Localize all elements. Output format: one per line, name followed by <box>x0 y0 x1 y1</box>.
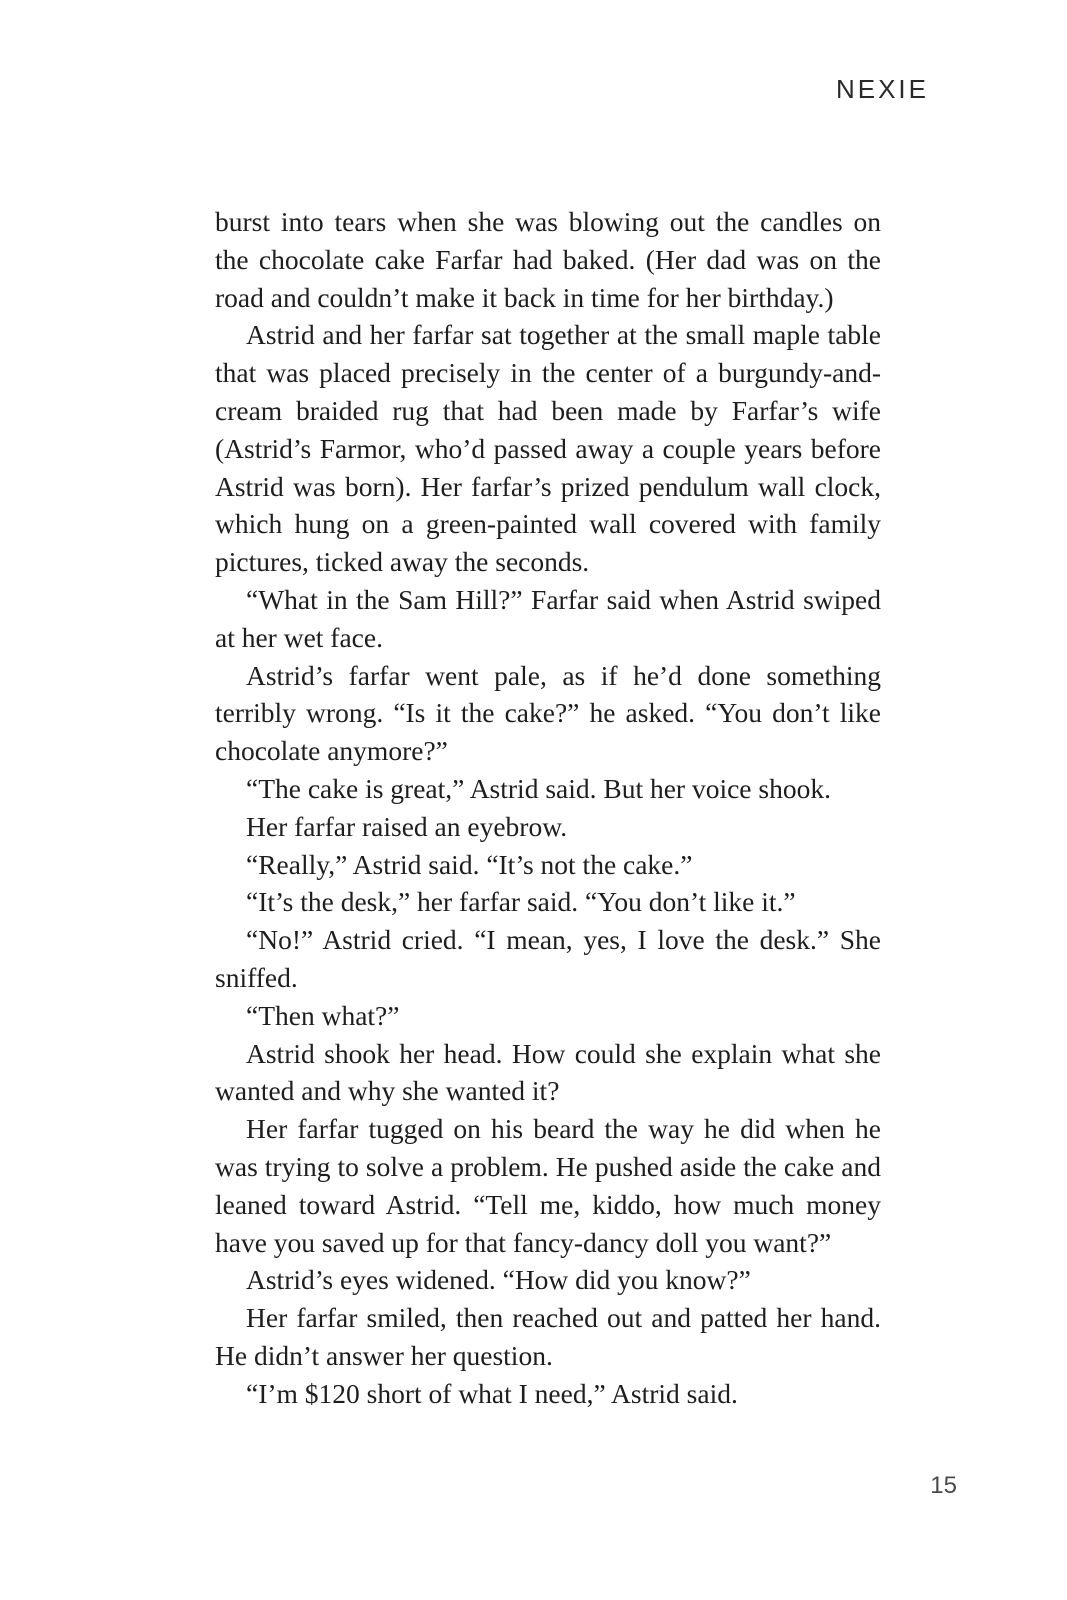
paragraph: “The cake is great,” Astrid said. But her voice shook. <box>246 772 831 804</box>
paragraph: “I’m $120 short of what I need,” Astrid said. <box>246 1377 738 1409</box>
paragraph-continued: burst into tears when she was blowing out the candles on the chocolate cake Farfar had baked. (Her dad was on the road and couldn’t make it back in time for her birthday.) <box>215 206 881 313</box>
paragraph: “What in the Sam Hill?” Farfar said when Astrid swiped at her wet face. <box>215 583 881 653</box>
paragraph: “No!” Astrid cried. “I mean, yes, I love the desk.” She sniffed. <box>215 924 881 993</box>
page-number: 15 <box>930 1472 957 1499</box>
paragraph: Astrid’s farfar went pale, as if he’d done something terribly wrong. “Is it the cake?” he asked. “You don’t like chocolate anymore?” <box>215 659 881 767</box>
paragraph: “Really,” Astrid said. “It’s not the cake.” <box>246 848 693 880</box>
paragraph: Her farfar tugged on his beard the way he did when he was trying to solve a problem. He pushed aside the cake and leaned toward Astrid. “Tell me, kiddo, how much money have you saved up for that fancy-dancy doll you want?” <box>215 1113 881 1258</box>
body-text <box>215 203 881 1413</box>
paragraph: Astrid shook her head. How could she explain what she wanted and why she wanted it? <box>215 1037 881 1107</box>
paragraph: “It’s the desk,” her farfar said. “You don’t like it.” <box>246 886 796 918</box>
paragraph: Astrid’s eyes widened. “How did you know?” <box>246 1264 751 1296</box>
running-head-title: NEXIE <box>835 74 929 104</box>
paragraph: Her farfar smiled, then reached out and patted her hand. He didn’t answer her question. <box>215 1302 881 1371</box>
paragraph: “Then what?” <box>246 999 400 1031</box>
paragraph: Her farfar raised an eyebrow. <box>246 810 568 842</box>
paragraph: Astrid and her farfar sat together at the small maple table that was placed precisely in the center of a burgundy-and-cream braided rug that had been made by Farfar’s wife (Astrid’s Farmor, who’d passed away a couple years before Astrid was born). Her farfar’s prized pendulum wall clock, which hung on a green-painted wall covered with family pictures, ticked away the seconds. <box>215 319 881 578</box>
